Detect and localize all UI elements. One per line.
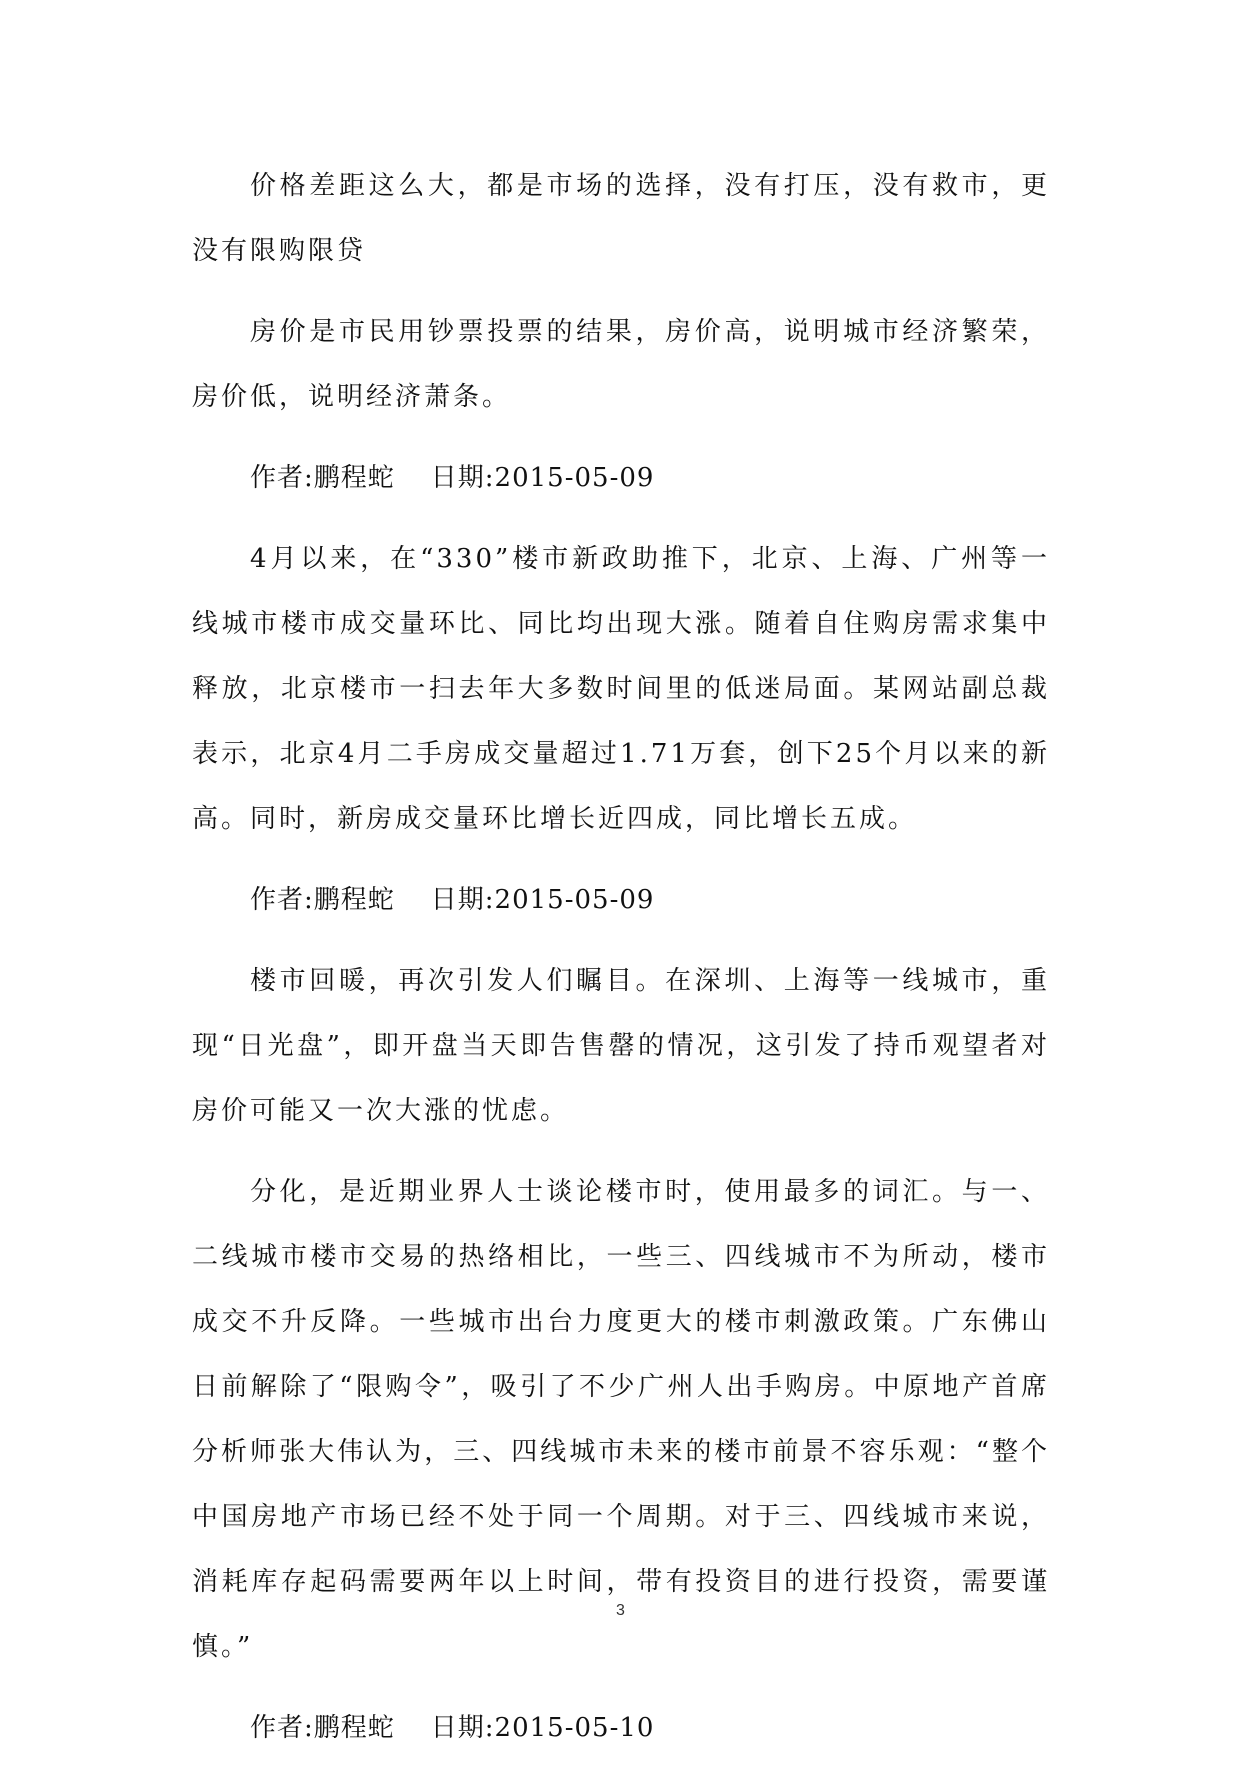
- byline: [192, 1696, 1050, 1761]
- byline: [192, 868, 1050, 933]
- paragraph-price-gap: 价格差距这么大，都是市场的选择，没有打压，没有救市，更没有限购限贷: [192, 171, 1050, 266]
- document-body: [192, 154, 1050, 1777]
- byline-date: 日期:2015-05-09: [430, 885, 655, 915]
- byline-author: 作者:鹏程蛇: [250, 463, 395, 493]
- byline: [192, 446, 1050, 511]
- paragraph-330-policy: 4月以来，在“330”楼市新政助推下，北京、上海、广州等一线城市楼市成交量环比、同比均出现大涨。随着自住购房需求集中释放，北京楼市一扫去年大多数时间里的低迷局面。某网站副总裁表示，北京4月二手房成交量超过1.71万套，创下25个月以来的新高。同时，新房成交量环比增长近四成，同比增长五成。: [192, 544, 1050, 834]
- paragraph-house-price-vote: 房价是市民用钞票投票的结果，房价高，说明城市经济繁荣，房价低，说明经济萧条。: [192, 317, 1050, 412]
- paragraph-market-rebound: 楼市回暖，再次引发人们瞩目。在深圳、上海等一线城市，重现“日光盘”，即开盘当天即告售罄的情况，这引发了持币观望者对房价可能又一次大涨的忧虑。: [192, 966, 1050, 1126]
- paragraph-market-divergence: 分化，是近期业界人士谈论楼市时，使用最多的词汇。与一、二线城市楼市交易的热络相比，一些三、四线城市不为所动，楼市成交不升反降。一些城市出台力度更大的楼市刺激政策。广东佛山日前解除了“限购令”，吸引了不少广州人出手购房。中原地产首席分析师张大伟认为，三、四线城市未来的楼市前景不容乐观：“整个中国房地产市场已经不处于同一个周期。对于三、四线城市来说，消耗库存起码需要两年以上时间，带有投资目的进行投资，需要谨慎。”: [192, 1177, 1050, 1662]
- byline-author: 作者:鹏程蛇: [250, 885, 395, 915]
- byline-date: 日期:2015-05-10: [430, 1713, 655, 1743]
- page-number: 3: [616, 1602, 625, 1619]
- byline-date: 日期:2015-05-09: [430, 463, 655, 493]
- byline-author: 作者:鹏程蛇: [250, 1713, 395, 1743]
